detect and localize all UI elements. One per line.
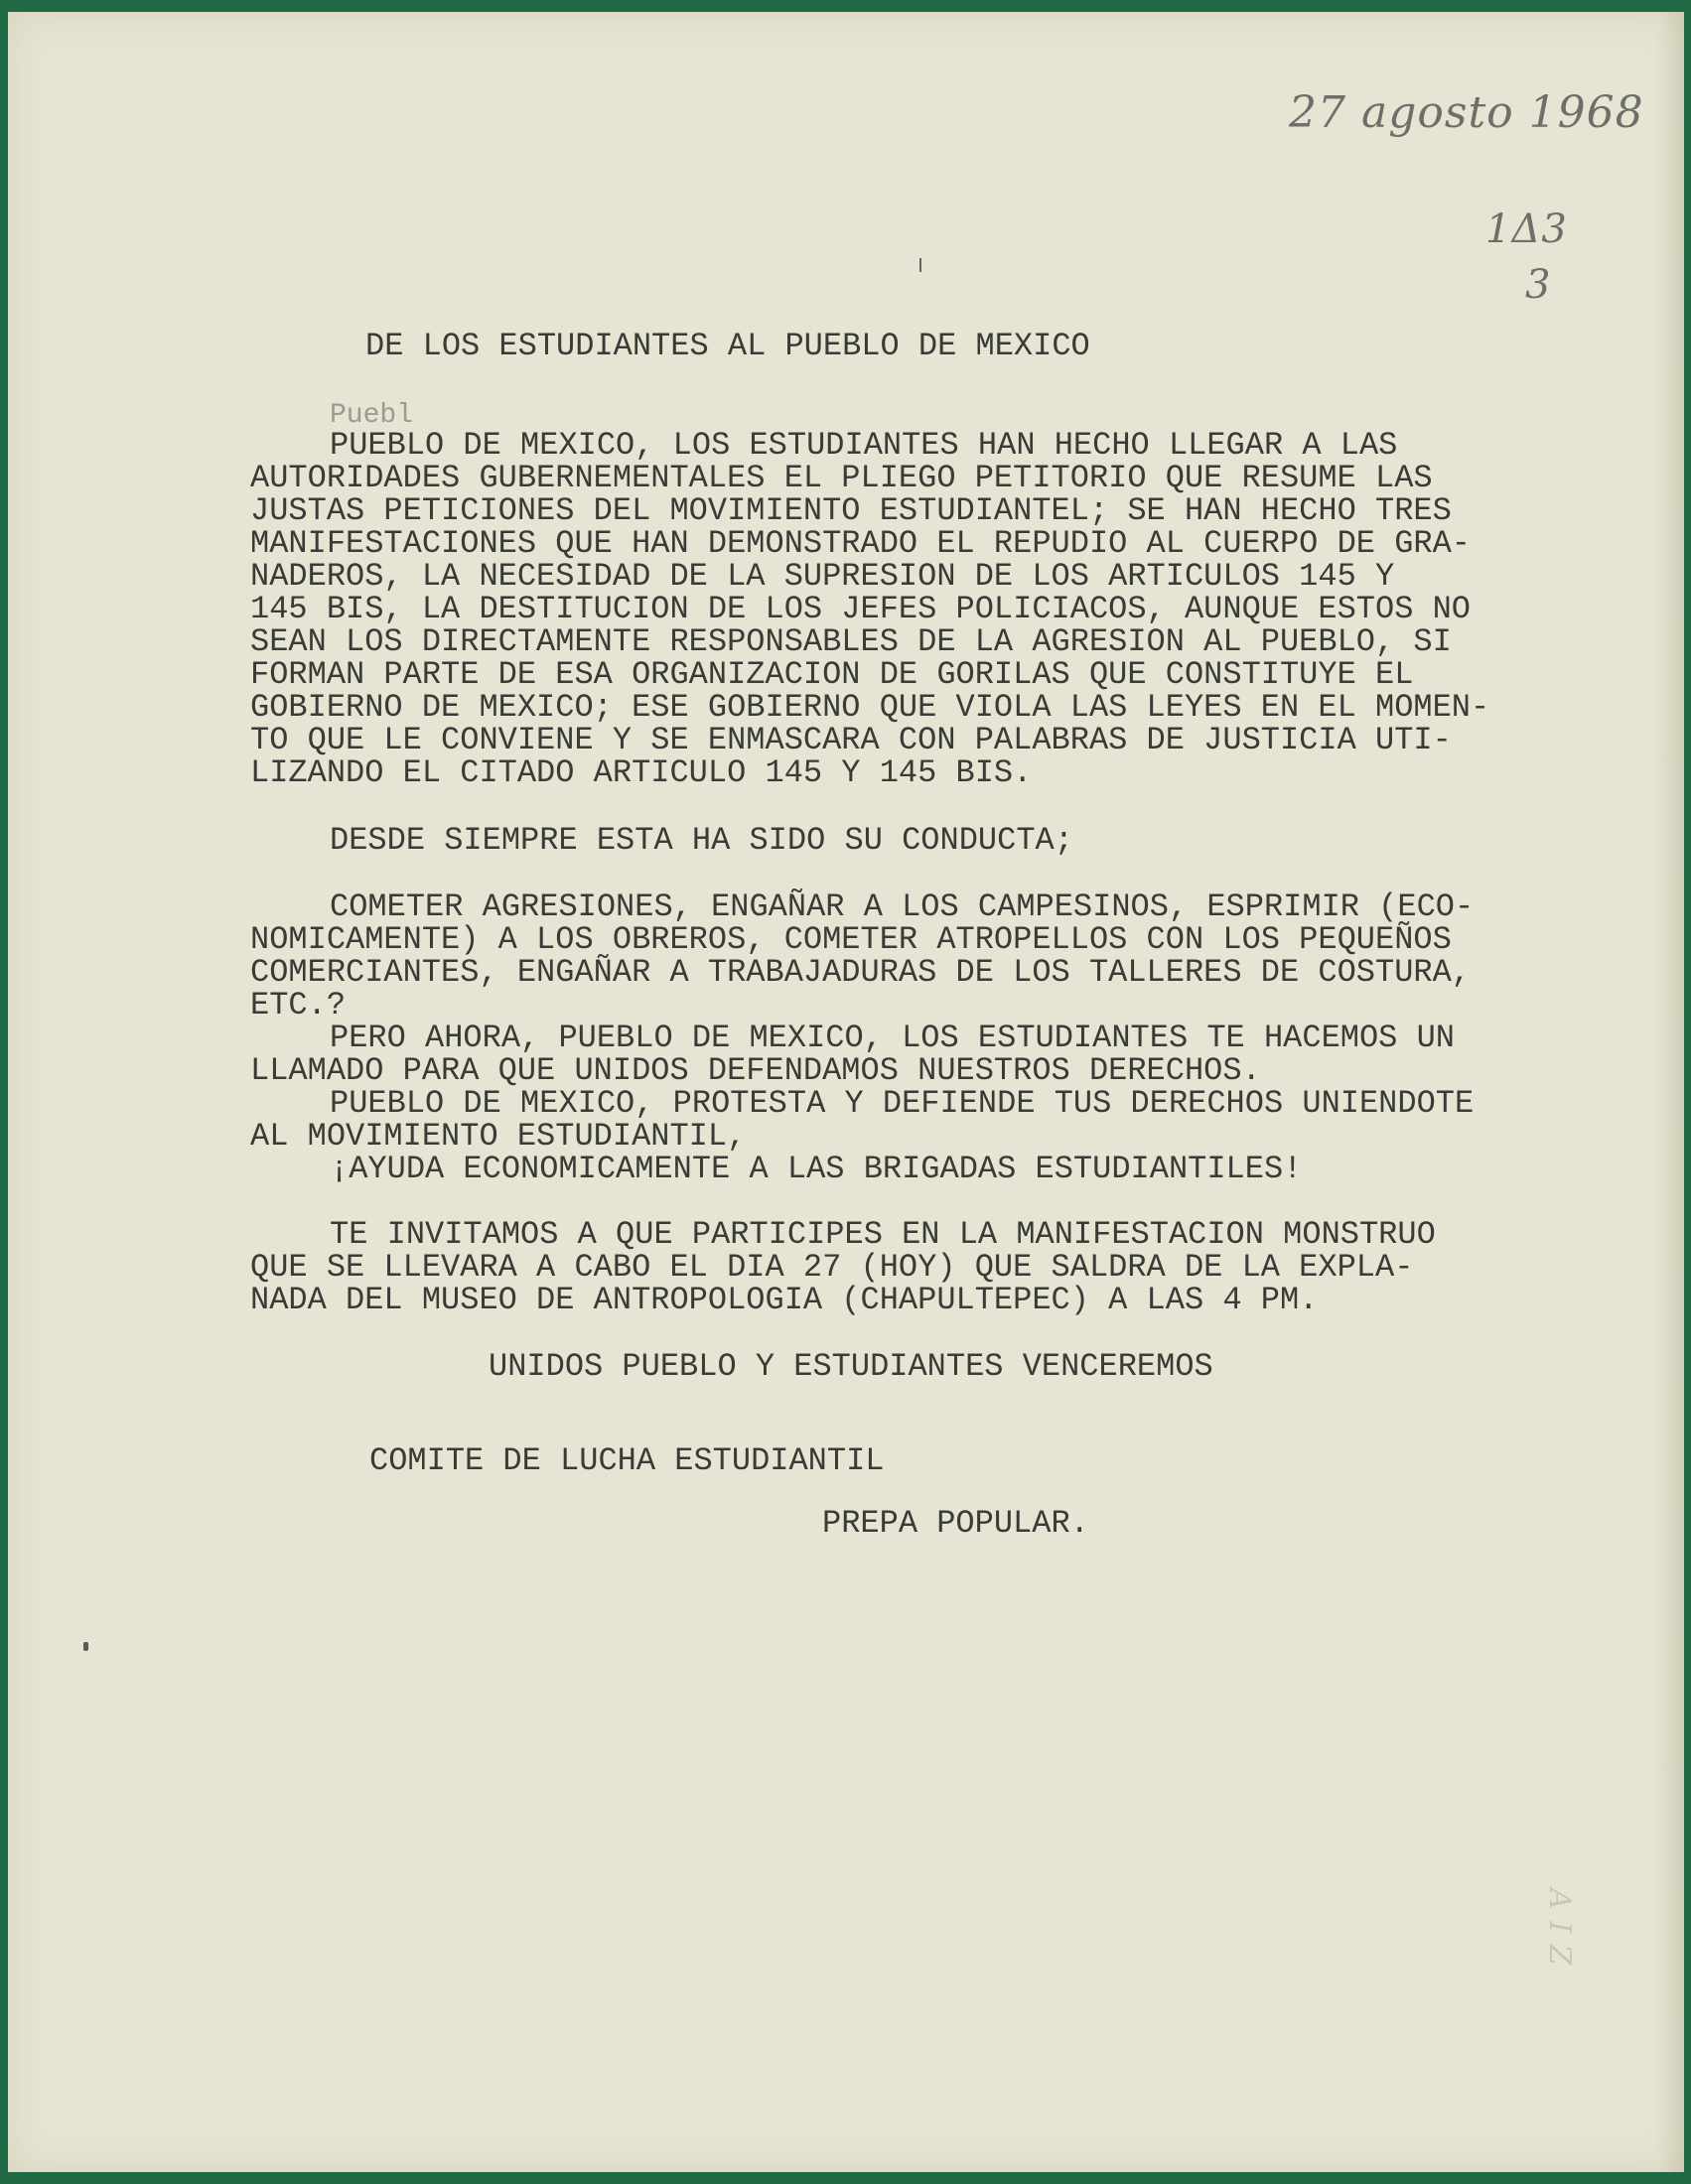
slogan: UNIDOS PUEBLO Y ESTUDIANTES VENCEREMOS [489,1348,1213,1385]
text-line: 145 BIS, LA DESTITUCION DE LOS JEFES POLICIACOS, AUNQUE ESTOS NO [250,591,1471,627]
text-line: JUSTAS PETICIONES DEL MOVIMIENTO ESTUDIANTEL; SE HAN HECHO TRES [250,492,1452,529]
text-line: LLAMADO PARA QUE UNIDOS DEFENDAMOS NUESTROS DERECHOS. [250,1052,1261,1089]
handwritten-reference: 1Δ3 [1485,206,1568,252]
signature-committee: COMITE DE LUCHA ESTUDIANTIL [369,1442,885,1479]
text-line: PUEBLO DE MEXICO, LOS ESTUDIANTES HAN HECHO LLEGAR A LAS [330,427,1398,464]
text-line: NOMICAMENTE) A LOS OBREROS, COMETER ATROPELLOS CON LOS PEQUEÑOS [250,921,1452,958]
faint-corner-marking: A I Z [1542,1888,1577,1967]
text-line: NADEROS, LA NECESIDAD DE LA SUPRESION DE LOS ARTICULOS 145 Y [250,558,1395,595]
paragraph-conduct: DESDE SIEMPRE ESTA HA SIDO SU CONDUCTA; [330,822,1073,859]
text-line: ¡AYUDA ECONOMICAMENTE A LAS BRIGADAS ESTUDIANTILES! [330,1151,1303,1187]
stray-dot [83,1642,88,1651]
text-line: PERO AHORA, PUEBLO DE MEXICO, LOS ESTUDIANTES TE HACEMOS UN [330,1020,1455,1056]
text-line: QUE SE LLEVARA A CABO EL DIA 27 (HOY) QUE SALDRA DE LA EXPLA- [250,1249,1414,1286]
text-line: COMERCIANTES, ENGAÑAR A TRABAJADURAS DE LOS TALLERES DE COSTURA, [250,954,1471,991]
text-line: AL MOVIMIENTO ESTUDIANTIL, [250,1118,747,1155]
text-line: TO QUE LE CONVIENE Y SE ENMASCARA CON PALABRAS DE JUSTICIA UTI- [250,722,1452,758]
text-line: MANIFESTACIONES QUE HAN DEMONSTRADO EL REPUDIO AL CUERPO DE GRA- [250,525,1471,562]
text-line: GOBIERNO DE MEXICO; ESE GOBIERNO QUE VIOLA LAS LEYES EN EL MOMEN- [250,689,1490,726]
text-line: PUEBLO DE MEXICO, PROTESTA Y DEFIENDE TUS DERECHOS UNIENDOTE [330,1085,1475,1122]
signature-school: PREPA POPULAR. [822,1505,1089,1542]
text-line: LIZANDO EL CITADO ARTICULO 145 Y 145 BIS. [250,754,1033,791]
page-edge-shadow [1656,12,1684,2172]
handwritten-page-number: 3 [1525,262,1552,308]
text-line: SEAN LOS DIRECTAMENTE RESPONSABLES DE LA AGRESION AL PUEBLO, SI [250,623,1452,660]
text-line: AUTORIDADES GUBERNEMENTALES EL PLIEGO PETITORIO QUE RESUME LAS [250,460,1433,496]
text-line: COMETER AGRESIONES, ENGAÑAR A LOS CAMPESINOS, ESPRIMIR (ECO- [330,888,1475,925]
document-title: DE LOS ESTUDIANTES AL PUEBLO DE MEXICO [365,328,1090,364]
faint-struck-word: Puebl [330,400,414,431]
document-page [8,12,1684,2172]
text-line: TE INVITAMOS A QUE PARTICIPES EN LA MANIFESTACION MONSTRUO [330,1216,1436,1253]
text-line: NADA DEL MUSEO DE ANTROPOLOGIA (CHAPULTEPEC) A LAS 4 PM. [250,1282,1319,1318]
text-line: ETC.? [250,987,347,1024]
text-line: FORMAN PARTE DE ESA ORGANIZACION DE GORILAS QUE CONSTITUYE EL [250,656,1414,693]
handwritten-date: 27 agosto 1968 [1289,87,1644,138]
stray-mark [919,258,921,272]
